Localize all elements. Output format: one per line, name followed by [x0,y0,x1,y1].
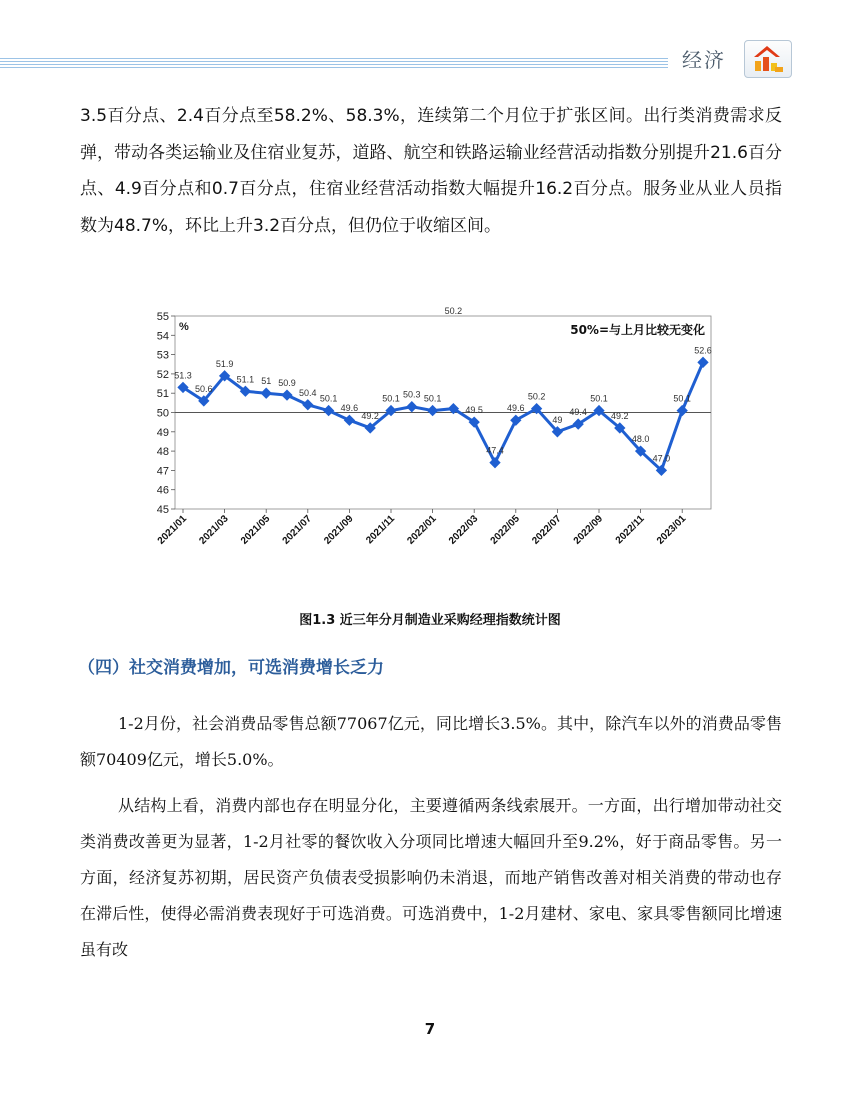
x-tick-label: 2021/05 [238,513,273,547]
y-tick-label: 54 [156,330,169,343]
y-axis-label: % [179,321,189,333]
data-label: 49.2 [611,410,629,421]
top-paragraph: 3.5百分点、2.4百分点至58.2%、58.3%，连续第二个月位于扩张区间。出行类消费需求反弹，带动各类运输业及住宿业复苏，道路、航空和铁路运输业经营活动指数分别提升21.6百分点、4.9百分点和0.7百分点，住宿业经营活动指数大幅提升16.2百分点。服务业从业人员指数为48.7%，环比上升3.2百分点，但仍位于收缩区间。 [80,106,782,236]
data-label: 50.1 [382,393,400,404]
x-tick-label: 2021/09 [322,513,356,547]
x-tick-label: 2022/11 [613,513,647,547]
data-label: 49 [552,414,563,425]
y-tick-label: 52 [156,368,169,381]
x-tick-label: 2021/07 [280,513,314,547]
data-label: 50.2 [444,306,463,316]
x-tick-label: 2022/07 [530,513,564,547]
y-tick-label: 45 [156,504,169,516]
x-tick-label: 2022/01 [405,513,439,547]
x-tick-label: 2022/03 [446,513,481,547]
x-tick-label: 2022/09 [571,513,606,547]
house-growth-icon [745,41,791,77]
x-tick-label: 2022/05 [488,513,522,547]
data-label: 49.6 [340,403,359,414]
data-label: 50.2 [527,391,546,402]
page-number: 7 [424,1020,436,1038]
x-tick-label: 2021/11 [364,513,398,547]
data-label: 47.4 [486,445,504,456]
data-label: 49.5 [465,405,483,416]
reference-annotation: 50%=与上月比较无变化 [570,323,705,337]
header-rule [0,58,668,68]
data-label: 50.1 [319,393,338,404]
x-tick-label: 2021/03 [197,513,231,547]
data-label: 50.4 [299,387,317,398]
data-label: 50.3 [403,389,421,400]
pmi-chart [131,306,716,593]
data-label: 50.9 [278,378,296,389]
pmi-line-chart [131,306,716,593]
data-label: 47.0 [652,453,671,464]
data-label: 52.6 [694,345,712,356]
paragraph-retail-sales: 1-2月份，社会消费品零售总额77067亿元，同比增长3.5%。其中，除汽车以外的消费品零售额70409亿元，增长5.0%。 [80,714,782,769]
y-tick-label: 51 [156,388,169,401]
y-tick-label: 48 [156,446,169,459]
data-label: 50.6 [195,383,213,394]
data-label: 50.1 [590,393,608,404]
x-tick-label: 2023/01 [654,513,689,547]
x-tick-label: 2021/01 [155,513,190,547]
data-label: 50.1 [673,393,691,404]
paragraph-consumption-structure: 从结构上看，消费内部也存在明显分化，主要遵循两条线索展开。一方面，出行增加带动社交类消费改善更为显著，1-2月社零的餐饮收入分项同比增速大幅回升至9.2%，好于商品零售。另一方面，经济复苏初期，居民资产负债表受损影响仍未消退，而地产销售改善对相关消费的带动也存在滞后性，使得必需消费表现好于可选消费。可选消费中，1-2月建材、家电、家具零售额同比增速虽有改 [80,796,782,959]
header-logo [744,40,792,78]
section-heading: （四）社交消费增加，可选消费增长乏力 [78,658,384,678]
data-label: 51.9 [215,358,234,369]
y-tick-label: 55 [156,311,169,323]
header-title: 经济 [682,48,726,72]
data-label: 51.3 [174,370,192,381]
data-label: 49.6 [507,403,525,414]
data-label: 49.2 [361,410,379,421]
y-tick-label: 50 [156,407,169,420]
y-tick-label: 46 [156,484,169,497]
data-label: 48.0 [631,434,650,445]
y-tick-label: 49 [156,426,169,439]
figure-caption: 图1.3 近三年分月制造业采购经理指数统计图 [299,613,561,628]
data-label: 51.1 [236,374,255,385]
y-tick-label: 53 [156,349,169,362]
data-label: 49.4 [569,407,587,418]
data-label: 51 [261,376,272,387]
y-tick-label: 47 [156,465,169,478]
data-label: 50.1 [423,393,442,404]
